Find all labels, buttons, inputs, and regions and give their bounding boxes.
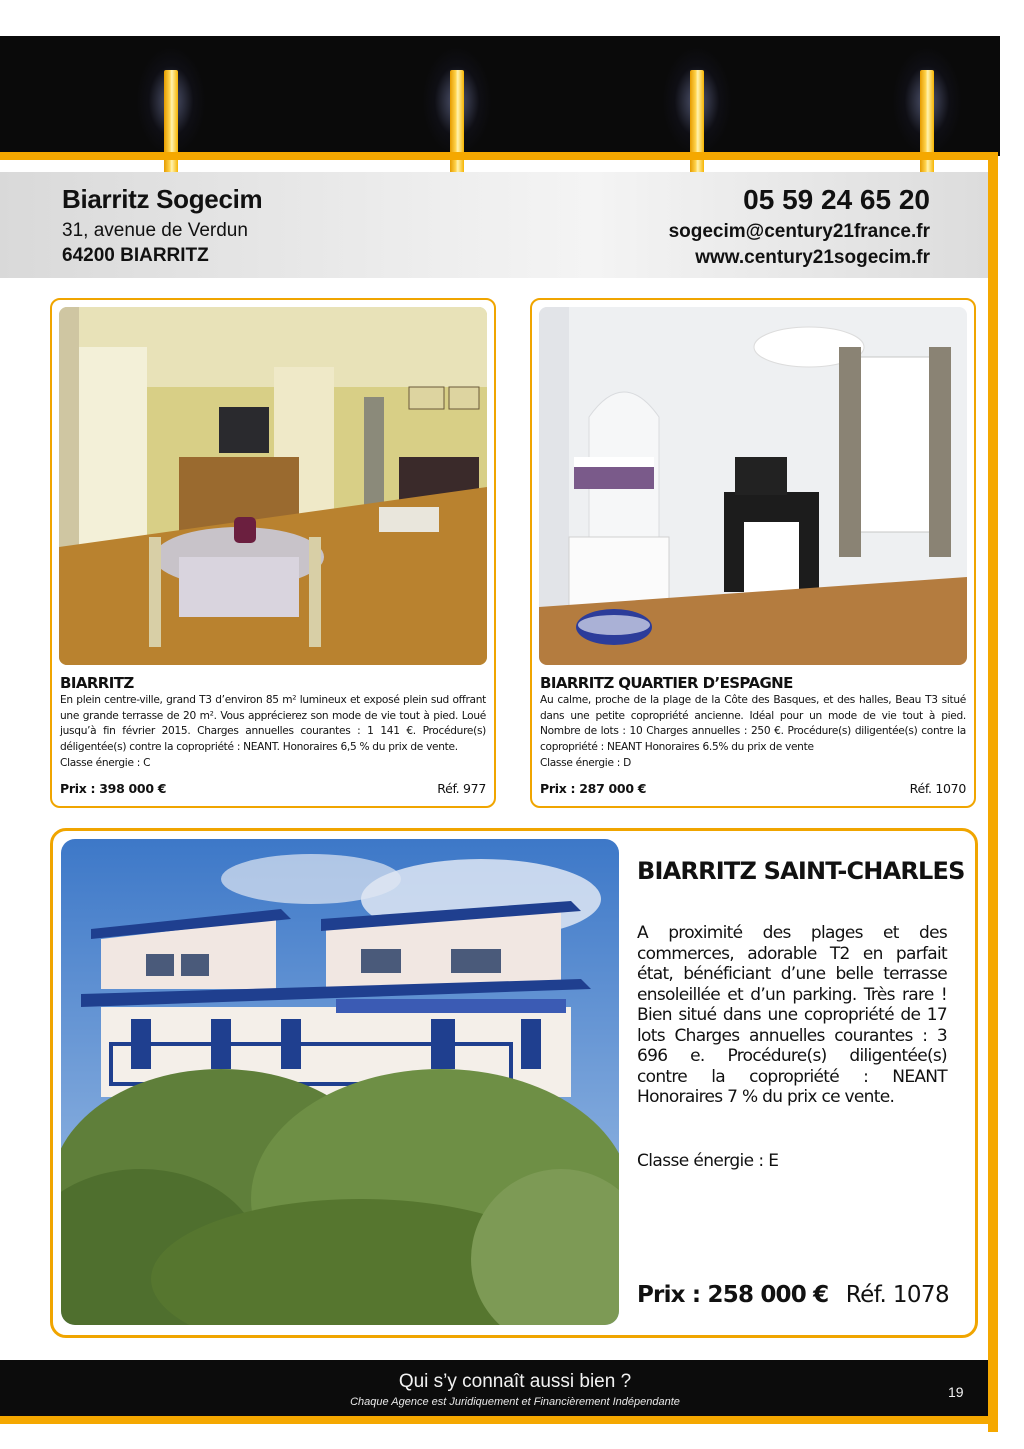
listing-photo [59, 307, 487, 665]
listing-card [530, 298, 976, 808]
agency-phone[interactable]: 05 59 24 65 20 [743, 184, 930, 215]
agency-name: Biarritz Sogecim [62, 184, 263, 214]
listing-title: BIARRITZ [60, 674, 134, 692]
header-banner [0, 36, 1000, 156]
listing-price: Prix : 398 000 € [60, 781, 167, 796]
listing-energy-class: Classe énergie : E [637, 1151, 779, 1171]
listing-ref: Réf. 977 [437, 781, 486, 796]
listing-ref: Réf. 1070 [909, 781, 966, 796]
agency-website[interactable]: www.century21sogecim.fr [695, 247, 930, 268]
listing-title: BIARRITZ SAINT-CHARLES [637, 857, 965, 885]
listing-title: BIARRITZ QUARTIER D’ESPAGNE [540, 674, 793, 692]
agency-street: 31, avenue de Verdun [62, 220, 248, 241]
accent-bar-top [0, 152, 998, 160]
living-room-photo [59, 307, 487, 665]
footer-disclaimer: Chaque Agence est Juridiquement et Financièrement Indépendante [350, 1396, 680, 1408]
listing-energy-class: Classe énergie : D [540, 757, 631, 769]
agency-city: 64200 BIARRITZ [62, 245, 209, 266]
listing-description: A proximité des plages et des commerces, adorable T2 en parfait état, bénéficiant d’une belle terrasse ensoleillée et d’un parking. Très rare ! Bien situé dans une copropriété de 17 lots Charges annuelles courantes : 3 696 e. Procédure(s) diligentée(s) contre la copropriété : NEANT Honoraires 7 % du prix ce vente. [637, 923, 947, 1107]
listing-ref: Réf. 1078 [845, 1282, 949, 1308]
page-number: 19 [948, 1384, 964, 1400]
bright-room-photo [539, 307, 967, 665]
house-exterior-photo [61, 839, 619, 1325]
agency-email[interactable]: sogecim@century21france.fr [668, 221, 930, 242]
listing-description: Au calme, proche de la plage de la Côte des Basques, et des halles, Beau T3 situé dans une petite copropriété ancienne. Idéal pour un mode de vie tout à pied. Nombre de lots : 10 Charges annuelles : 250 €. Procédure(s) diligentée(s) contre la copropriété : NEANT Honoraires 6.5% du prix de vente [540, 694, 966, 753]
accent-bar-bottom [0, 1416, 998, 1424]
listing-photo [539, 307, 967, 665]
listing-photo [61, 839, 619, 1325]
listing-description: En plein centre-ville, grand T3 d’environ 85 m² lumineux et exposé plein sud offrant une grande terrasse de 20 m². Vous apprécierez son mode de vie tout à pied. Loué jusqu’à fin février 2015. Charges annuelles courantes : 1 141 €. Procédure(s) déligentée(s) contre la copropriété : NEANT. Honoraires 6,5 % du prix de vente. [60, 694, 486, 753]
footer-slogan: Qui s’y connaît aussi bien ? [398, 1371, 632, 1392]
accent-bar-right [988, 152, 998, 1432]
listing-card [50, 298, 496, 808]
listing-price: Prix : 258 000 € [637, 1282, 829, 1308]
listing-price: Prix : 287 000 € [540, 781, 647, 796]
featured-listing-card [50, 828, 978, 1338]
listing-energy-class: Classe énergie : C [60, 757, 151, 769]
